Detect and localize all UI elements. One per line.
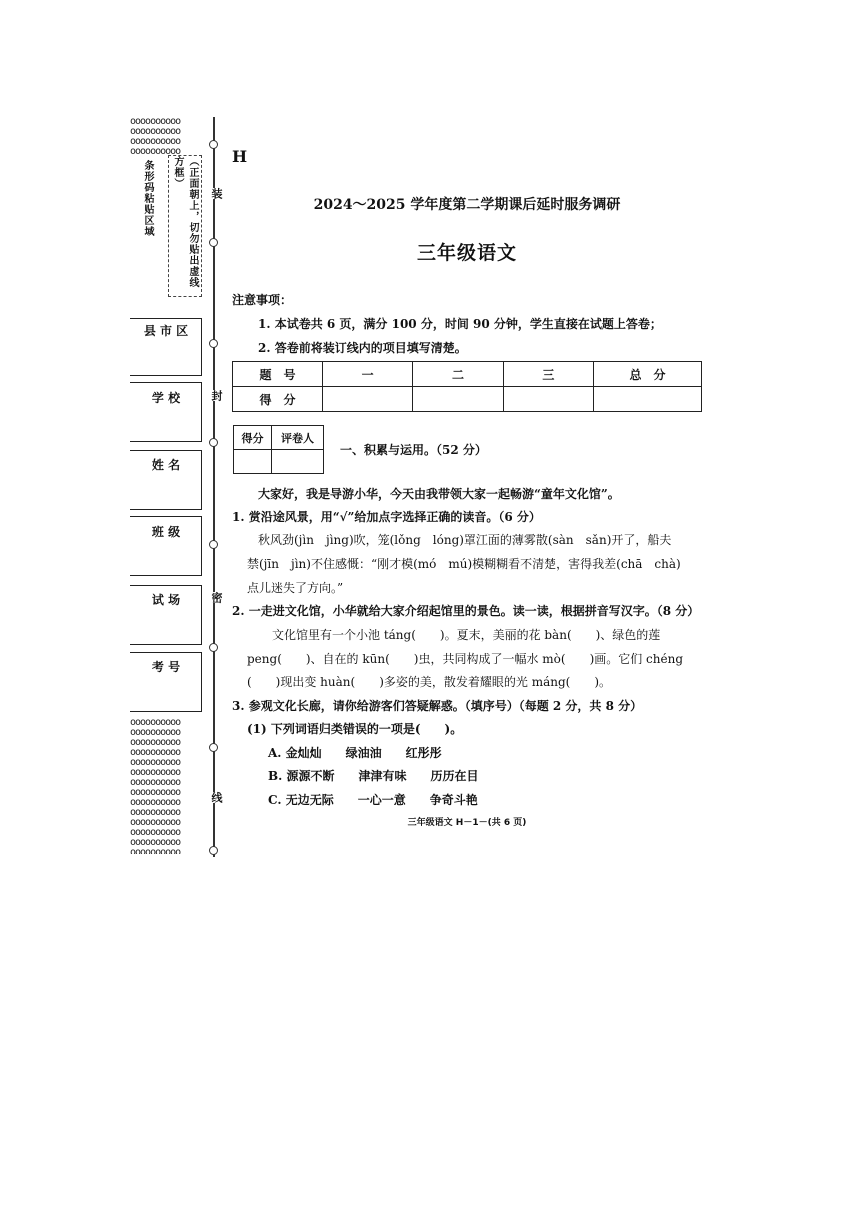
notes-item: 1. 本试卷共 6 页，满分 100 分，时间 90 分钟，学生直接在试题上答卷； xyxy=(258,317,662,331)
table-row xyxy=(234,450,324,474)
section-intro: 大家好，我是导游小华，今天由我带领大家一起畅游“童年文化馆”。 xyxy=(258,487,620,501)
question-1-line: 禁(jīn jìn)不住感慨：“刚才模(mó mú)模糊糊看不清楚，害得我差(chā chà) xyxy=(247,557,681,571)
score-input-cell[interactable] xyxy=(503,387,593,412)
binding-char: 密 xyxy=(210,592,223,603)
field-label-exam-number: 考 号 xyxy=(151,660,181,674)
binding-hole xyxy=(209,140,218,149)
field-label-school: 学 校 xyxy=(151,391,181,405)
binding-hole xyxy=(209,743,218,752)
table-row xyxy=(233,362,702,387)
table-cell: 三 xyxy=(503,362,593,387)
barcode-paste-area xyxy=(168,155,202,297)
question-2-line: peng( )、自在的 kūn( )虫，共同构成了一幅水 mò( )画。它们 chéng xyxy=(247,652,684,666)
binding-dot-pattern-top: oooooooooo oooooooooo oooooooooo oooooooooo xyxy=(130,117,181,155)
score-input-cell[interactable] xyxy=(323,387,413,412)
table-cell: 评卷人 xyxy=(272,426,324,450)
field-label-exam-room: 试 场 xyxy=(151,593,181,607)
table-cell: 题 号 xyxy=(233,362,323,387)
binding-hole xyxy=(209,438,218,447)
question-1-line: 秋风劲(jìn jìng)吹，笼(lǒng lóng)罩江面的薄雾散(sàn sǎn)开了，船夫 xyxy=(258,533,672,547)
notes-heading: 注意事项： xyxy=(232,293,293,307)
field-label-name: 姓 名 xyxy=(151,458,181,472)
notes-item: 2. 答卷前将装订线内的项目填写清楚。 xyxy=(258,341,467,355)
question-1-line: 点儿迷失了方向。” xyxy=(247,581,344,595)
version-mark: H xyxy=(232,147,248,166)
table-cell: 二 xyxy=(413,362,503,387)
binding-hole xyxy=(209,643,218,652)
table-cell: 得 分 xyxy=(233,387,323,412)
binding-hole xyxy=(209,339,218,348)
score-input-cell[interactable] xyxy=(594,387,702,412)
binding-hole xyxy=(209,846,218,855)
table-cell: 得分 xyxy=(234,426,272,450)
question-2-title: 2. 一走进文化馆，小华就给大家介绍起馆里的景色。读一读，根据拼音写汉字。（8 分） xyxy=(232,604,700,618)
grader-table xyxy=(233,425,324,474)
table-row xyxy=(234,426,324,450)
table-cell: 一 xyxy=(323,362,413,387)
option-b: B. 源源不断 津津有味 历历在目 xyxy=(268,769,479,783)
field-label-county: 县 市 区 xyxy=(143,324,189,338)
question-2-line: 文化馆里有一个小池 táng( )。夏末，美丽的花 bàn( )、绿色的莲 xyxy=(272,628,661,642)
question-1-title: 1. 赏沿途风景，用“√”给加点字选择正确的读音。（6 分） xyxy=(232,510,541,524)
binding-hole xyxy=(209,238,218,247)
table-row xyxy=(233,387,702,412)
exam-title: 2024～2025 学年度第二学期课后延时服务调研 xyxy=(313,197,621,213)
barcode-label: 条形码粘贴区域 xyxy=(142,160,153,237)
binding-dot-pattern-bottom: oooooooooo oooooooooo oooooooooo oooooooooo oooooooooo oooooooooo oooooooooo oooooooooo oooooooooo oooooooooo oooooooooo oooooooooo oooooooooo oooooooooo xyxy=(130,718,181,854)
table-cell: 总 分 xyxy=(594,362,702,387)
binding-char: 装 xyxy=(210,188,223,199)
score-table xyxy=(232,361,702,412)
binding-char: 线 xyxy=(210,792,223,803)
question-3-title: 3. 参观文化长廊，请你给游客们答疑解惑。（填序号）（每题 2 分，共 8 分） xyxy=(232,699,643,713)
subject-title: 三年级语文 xyxy=(416,242,517,264)
page-footer: 三年级语文 H－1－(共 6 页) xyxy=(407,818,527,828)
binding-hole xyxy=(209,540,218,549)
barcode-note: （正面朝上，切勿贴出虚线方框） xyxy=(172,156,198,288)
option-a: A. 金灿灿 绿油油 红彤彤 xyxy=(268,746,442,760)
grader-input-cell[interactable] xyxy=(272,450,324,474)
option-c: C. 无边无际 一心一意 争奇斗艳 xyxy=(268,793,478,807)
score-input-cell[interactable] xyxy=(413,387,503,412)
binding-char: 封 xyxy=(210,390,223,401)
section-title: 一、积累与运用。（52 分） xyxy=(340,443,487,457)
question-3-sub: (1) 下列词语归类错误的一项是( )。 xyxy=(247,722,463,736)
field-label-class: 班 级 xyxy=(151,525,181,539)
score-input-cell[interactable] xyxy=(234,450,272,474)
question-2-line: ( )现出变 huàn( )多姿的美，散发着耀眼的光 máng( )。 xyxy=(247,675,612,689)
